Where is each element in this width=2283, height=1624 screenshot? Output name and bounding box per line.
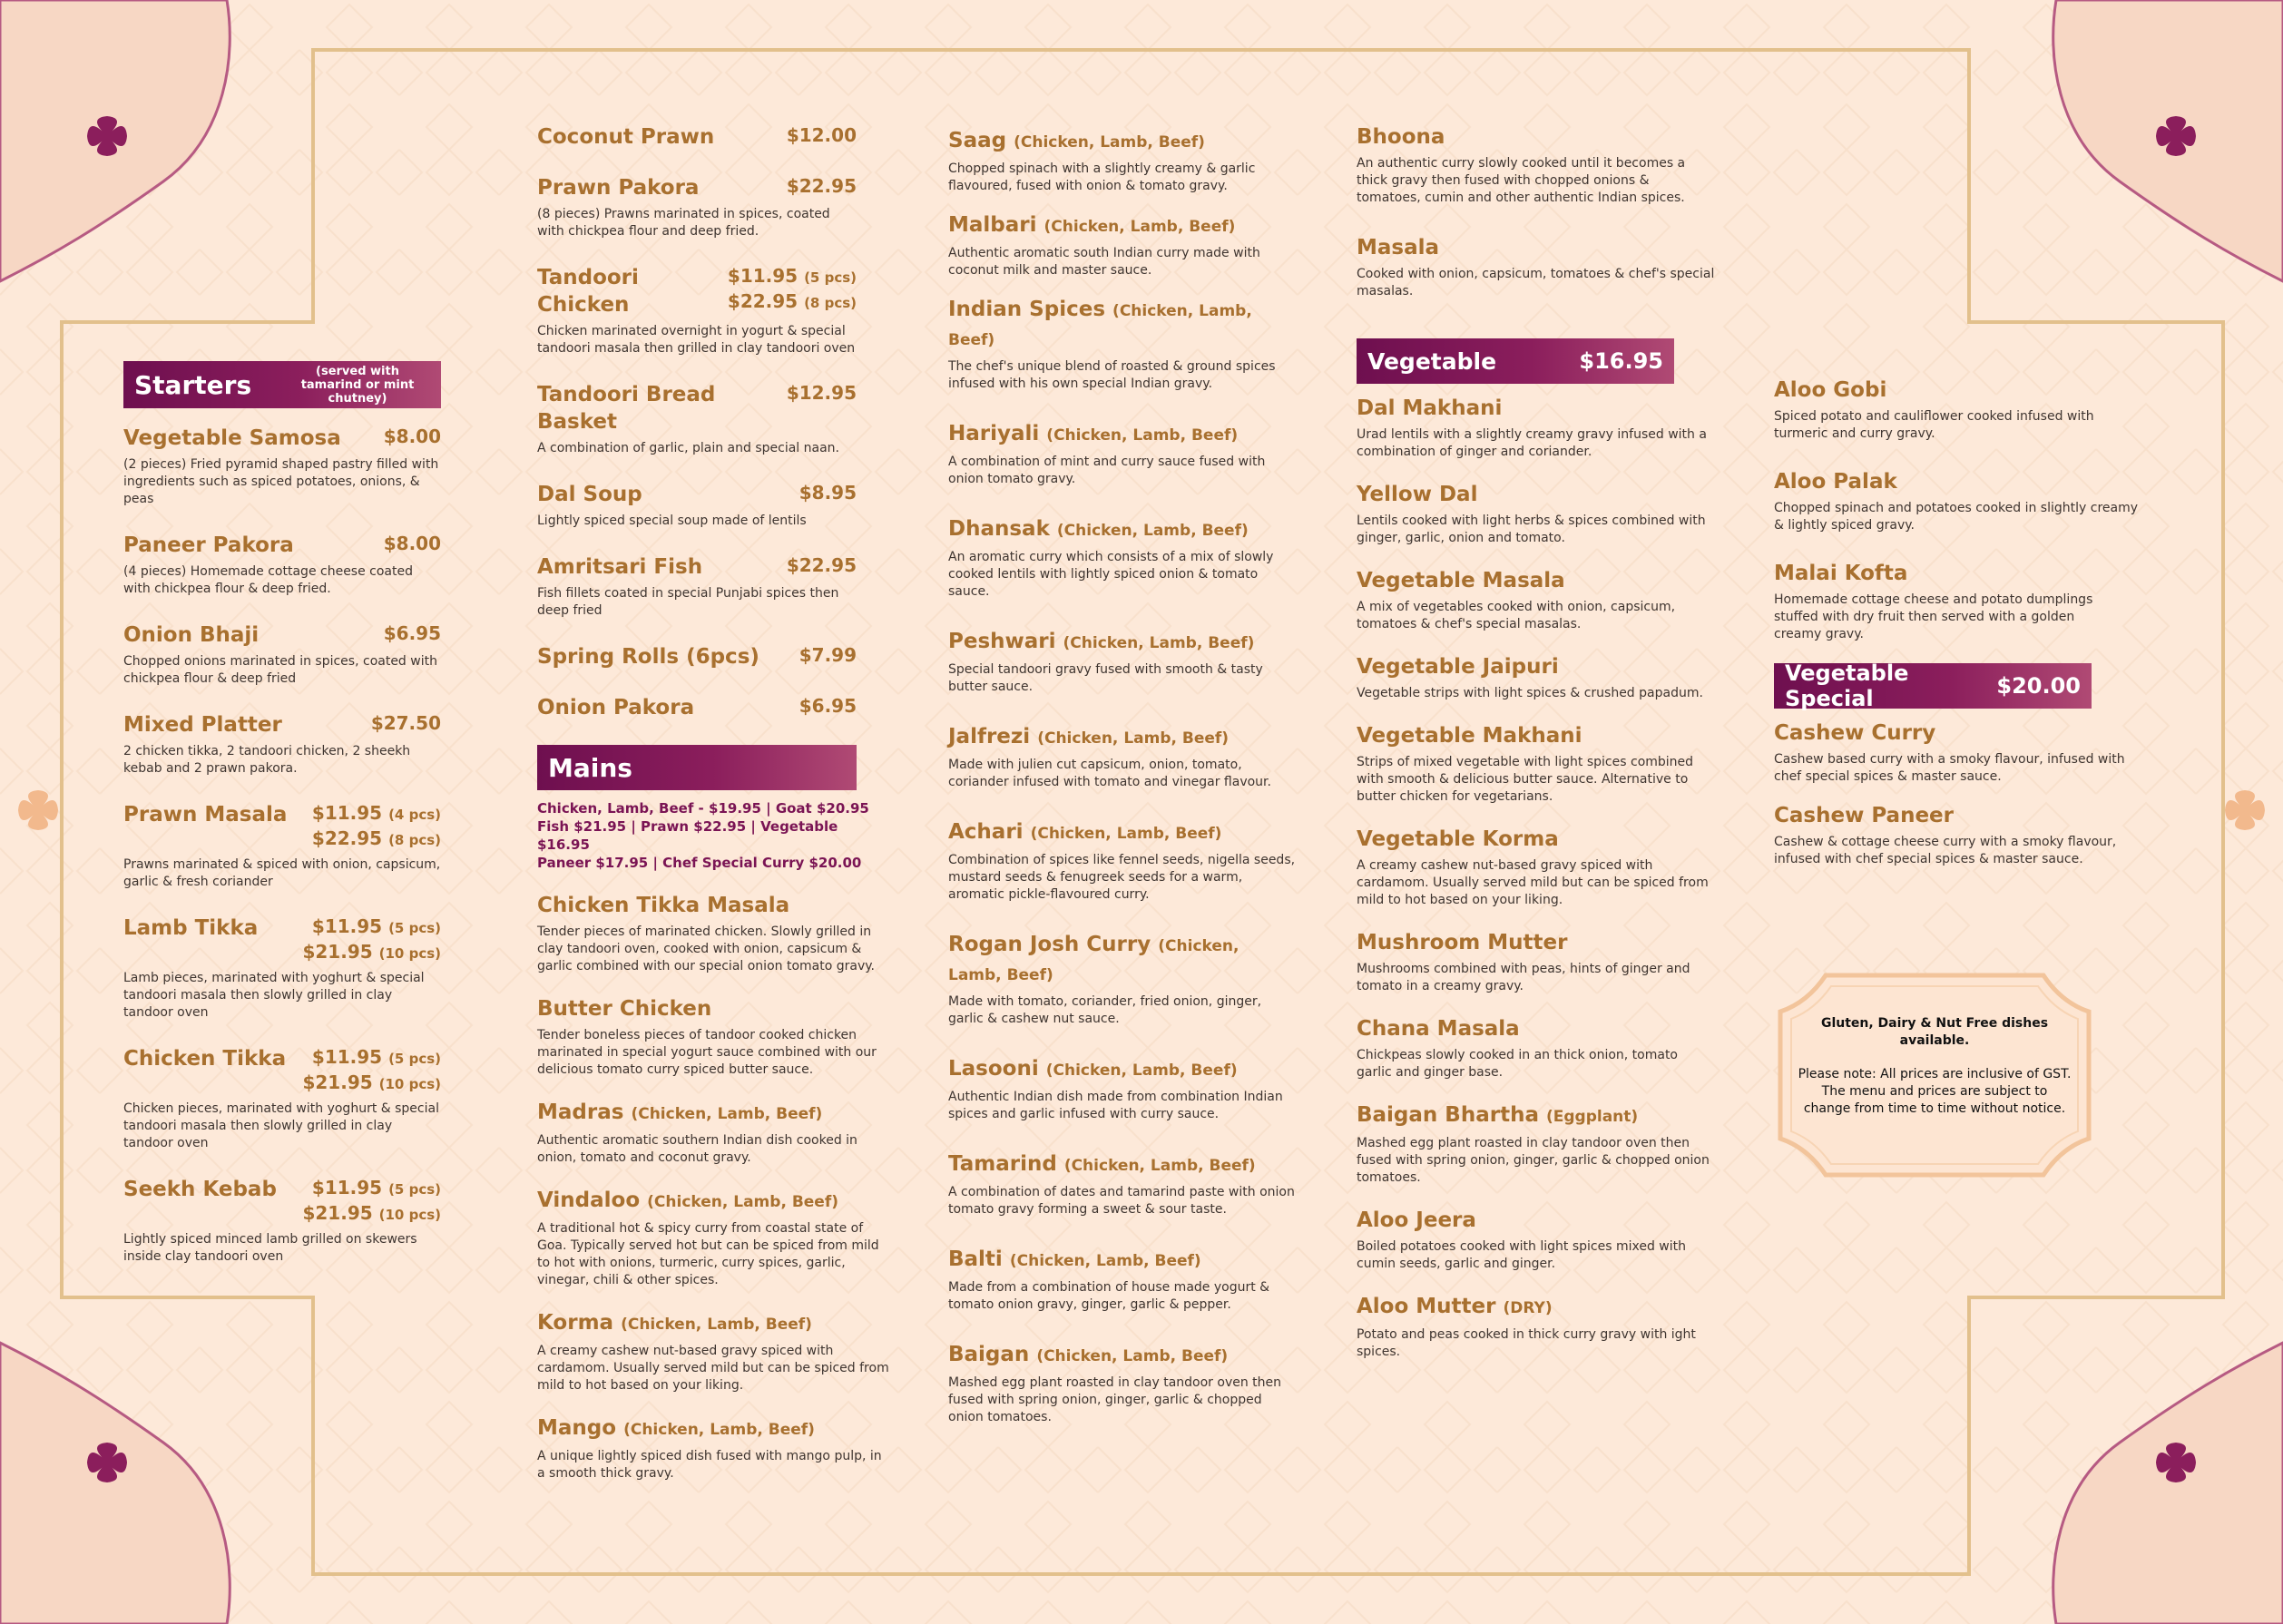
menu-item bbox=[123, 621, 441, 688]
item-description: Homemade cottage cheese and potato dumplings stuffed with dry fruit then served with a golden creamy gravy. bbox=[1774, 592, 2093, 641]
item-unit: (10 pcs) bbox=[378, 1076, 441, 1092]
item-name: Butter Chicken bbox=[537, 997, 712, 1021]
item-name: Rogan Josh Curry bbox=[948, 933, 1151, 956]
menu-item bbox=[948, 723, 1298, 791]
item-name: Baigan bbox=[948, 1343, 1030, 1366]
menu-item bbox=[948, 1055, 1298, 1123]
item-name: Lamb Tikka bbox=[123, 916, 259, 940]
starters-banner bbox=[123, 361, 441, 408]
menu-item bbox=[123, 915, 441, 1022]
menu-item bbox=[537, 1414, 891, 1482]
item-unit: (5 pcs) bbox=[804, 269, 857, 286]
item-name: Malai Kofta bbox=[1774, 562, 1908, 585]
item-name: Dal Soup bbox=[537, 483, 642, 506]
menu-item bbox=[1357, 826, 1715, 909]
item-protein-options: (Chicken, Lamb, Beef) bbox=[1014, 133, 1205, 152]
menu-item bbox=[1357, 653, 1715, 702]
menu-item bbox=[1357, 1293, 1715, 1361]
item-price: $11.95 bbox=[311, 802, 383, 824]
item-price: $8.95 bbox=[799, 482, 857, 504]
item-unit: (4 pcs) bbox=[388, 807, 441, 823]
item-name: Onion Pakora bbox=[537, 696, 695, 719]
item-protein-options: (Chicken, Lamb, Beef) bbox=[1009, 1252, 1201, 1270]
menu-item bbox=[1357, 1207, 1715, 1273]
item-name: Achari bbox=[948, 820, 1024, 844]
item-qualifier: (Eggplant) bbox=[1545, 1108, 1639, 1126]
menu-item bbox=[537, 694, 857, 721]
item-name: Vegetable Jaipuri bbox=[1357, 655, 1559, 679]
menu-item bbox=[537, 1187, 891, 1289]
item-description: Authentic aromatic south Indian curry made with coconut milk and master sauce. bbox=[948, 246, 1260, 278]
item-description: Made from a combination of house made yogurt & tomato onion gravy, ginger, garlic & pepper. bbox=[948, 1280, 1270, 1312]
item-name: Cashew Paneer bbox=[1774, 804, 1954, 827]
item-name: Onion Bhaji bbox=[123, 623, 260, 647]
item-name: Masala bbox=[1357, 236, 1440, 259]
dietary-notice: Gluten, Dairy & Nut Free dishes available. bbox=[1820, 1016, 2049, 1048]
item-name: Peshwari bbox=[948, 630, 1056, 653]
item-name: Prawn Masala bbox=[123, 803, 288, 827]
menu-item bbox=[948, 211, 1298, 279]
menu-item bbox=[537, 1099, 891, 1167]
menu-item bbox=[948, 628, 1298, 696]
item-price: $22.95 bbox=[311, 827, 383, 849]
starters-column bbox=[123, 361, 441, 1289]
item-description: Strips of mixed vegetable with light spices combined with smooth & delicious butter sauce. Alternative to butter chicken for vegetarians. bbox=[1357, 755, 1694, 804]
starters-note: (served with tamarind or mint chutney) bbox=[300, 364, 415, 406]
item-price: $6.95 bbox=[799, 695, 857, 717]
menu-item bbox=[948, 296, 1298, 393]
starters-title: Starters bbox=[134, 369, 252, 400]
item-name: Madras bbox=[537, 1101, 624, 1124]
item-name: Lasooni bbox=[948, 1057, 1039, 1081]
item-description: Chopped spinach and potatoes cooked in slightly creamy & lightly spiced gravy. bbox=[1774, 501, 2139, 533]
menu-item bbox=[1774, 468, 2146, 534]
item-price: $11.95 bbox=[311, 915, 383, 937]
price-notice: Please note: All prices are inclusive of GST. The menu and prices are subject to change from time to time without notice. bbox=[1798, 1067, 2072, 1116]
item-name: Mixed Platter bbox=[123, 713, 282, 737]
item-description: Chickpeas slowly cooked in an thick onion, tomato garlic and ginger base. bbox=[1357, 1048, 1678, 1080]
item-price: $11.95 bbox=[311, 1046, 383, 1068]
item-name: Mushroom Mutter bbox=[1357, 931, 1568, 954]
column-3 bbox=[948, 127, 1298, 1426]
menu-item bbox=[537, 381, 857, 457]
item-description: Cooked with onion, capsicum, tomatoes & chef's special masalas. bbox=[1357, 267, 1715, 298]
menu-item bbox=[537, 123, 857, 151]
item-description: Authentic aromatic southern Indian dish cooked in onion, tomato and coconut gravy. bbox=[537, 1133, 857, 1165]
item-unit: (10 pcs) bbox=[378, 1207, 441, 1223]
item-name: Tandoori Chicken bbox=[537, 266, 639, 317]
item-protein-options: (Chicken, Lamb, Beef) bbox=[1063, 1157, 1256, 1175]
menu-item bbox=[1357, 722, 1715, 806]
item-description: Spiced potato and cauliflower cooked infused with turmeric and curry gravy. bbox=[1774, 409, 2094, 441]
item-description: A traditional hot & spicy curry from coastal state of Goa. Typically served hot but can be spiced from mild to hot with onions, turmeric, curry spices, garlic, vinegar, chili & other spices. bbox=[537, 1221, 879, 1287]
mains-banner bbox=[537, 745, 857, 790]
item-name: Vegetable Makhani bbox=[1357, 724, 1582, 748]
item-description: A combination of garlic, plain and special naan. bbox=[537, 441, 839, 455]
item-price: $11.95 bbox=[727, 265, 799, 287]
item-price: $22.95 bbox=[786, 554, 857, 576]
item-description: Authentic Indian dish made from combination Indian spices and garlic infused with curry sauce. bbox=[948, 1090, 1283, 1121]
item-protein-options: (Chicken, Lamb, Beef) bbox=[623, 1421, 815, 1439]
menu-item bbox=[1774, 719, 2146, 786]
menu-item bbox=[1774, 560, 2101, 643]
item-price: $22.95 bbox=[786, 175, 857, 197]
item-name: Tamarind bbox=[948, 1152, 1057, 1176]
item-description: Mushrooms combined with peas, hints of ginger and tomato in a creamy gravy. bbox=[1357, 962, 1690, 993]
item-description: Tender pieces of marinated chicken. Slowly grilled in clay tandoori oven, cooked with onion, capsicum & garlic combined with our special onion tomato gravy. bbox=[537, 925, 875, 973]
item-protein-options: (Chicken, Lamb, Beef) bbox=[1044, 218, 1236, 236]
item-description: Fish fillets coated in special Punjabi spices then deep fried bbox=[537, 586, 839, 618]
item-name: Aloo Gobi bbox=[1774, 378, 1887, 402]
item-protein-options: (Chicken, Lamb, Beef) bbox=[1056, 522, 1249, 540]
item-name: Amritsari Fish bbox=[537, 555, 703, 579]
item-price: $12.00 bbox=[786, 124, 857, 146]
item-description: Lamb pieces, marinated with yoghurt & special tandoori masala then slowly grilled in clay tandoor oven bbox=[123, 971, 425, 1020]
item-description: Chopped onions marinated in spices, coated with chickpea flour & deep fried bbox=[123, 654, 437, 686]
menu-item bbox=[537, 1309, 891, 1394]
menu-item bbox=[1774, 377, 2146, 443]
item-protein-options: (Chicken, Lamb, Beef) bbox=[1036, 1347, 1229, 1365]
item-description: Prawns marinated & spiced with onion, capsicum, garlic & fresh coriander bbox=[123, 857, 441, 889]
vegetable-special-title: Vegetable Special bbox=[1785, 660, 1909, 711]
item-price: $8.00 bbox=[383, 426, 441, 447]
menu-item bbox=[948, 931, 1298, 1028]
item-protein-options: (Chicken, Lamb, Beef) bbox=[1045, 1061, 1238, 1080]
item-protein-options: (Chicken, Lamb, Beef) bbox=[1030, 825, 1222, 843]
item-unit: (5 pcs) bbox=[388, 1181, 441, 1198]
mains-title: Mains bbox=[548, 752, 632, 783]
item-name: Vindaloo bbox=[537, 1189, 641, 1212]
item-name: Jalfrezi bbox=[948, 725, 1031, 748]
item-name: Chana Masala bbox=[1357, 1017, 1520, 1041]
column-4 bbox=[1357, 123, 1715, 1361]
menu-item bbox=[1357, 567, 1715, 633]
item-description: Tender boneless pieces of tandoor cooked chicken marinated in special yogurt sauce combined with our delicious tomato curry spiced butter sauce. bbox=[537, 1028, 877, 1077]
item-name: Balti bbox=[948, 1247, 1003, 1271]
item-description: 2 chicken tikka, 2 tandoori chicken, 2 sheekh kebab and 2 prawn pakora. bbox=[123, 744, 411, 776]
item-protein-options: (Chicken, Lamb, Beef) bbox=[631, 1105, 823, 1123]
item-name: Tandoori Bread Basket bbox=[537, 383, 716, 434]
item-name: Coconut Prawn bbox=[537, 125, 715, 149]
item-description: (8 pieces) Prawns marinated in spices, coated with chickpea flour and deep fried. bbox=[537, 207, 830, 239]
item-protein-options: (Chicken, Lamb, Beef) bbox=[647, 1193, 838, 1211]
menu-item bbox=[537, 264, 857, 357]
item-name: Vegetable Masala bbox=[1357, 569, 1565, 592]
item-description: Vegetable strips with light spices & crushed papadum. bbox=[1357, 686, 1703, 700]
item-description: (2 pieces) Fried pyramid shaped pastry filled with ingredients such as spiced potatoes, onions, & peas bbox=[123, 457, 439, 506]
menu-item bbox=[123, 1176, 441, 1266]
item-protein-options: (Chicken, Lamb, Beef) bbox=[1046, 426, 1239, 445]
item-name: Bhoona bbox=[1357, 125, 1445, 149]
item-name: Seekh Kebab bbox=[123, 1178, 277, 1201]
menu-item bbox=[948, 1150, 1298, 1218]
item-protein-options: (Chicken, Lamb, Beef) bbox=[1063, 634, 1255, 652]
item-unit: (5 pcs) bbox=[388, 920, 441, 936]
vegetable-banner bbox=[1357, 338, 1674, 384]
column-5 bbox=[1774, 377, 2146, 868]
item-description: Made with julien cut capsicum, onion, tomato, coriander infused with tomato and vinegar flavour. bbox=[948, 758, 1271, 789]
menu-item bbox=[1357, 481, 1715, 547]
item-description: Chopped spinach with a slightly creamy & garlic flavoured, fused with onion & tomato gravy. bbox=[948, 161, 1256, 193]
item-description: Lightly spiced minced lamb grilled on skewers inside clay tandoori oven bbox=[123, 1232, 417, 1264]
item-price: $21.95 bbox=[302, 1071, 373, 1093]
menu-item bbox=[537, 892, 891, 975]
menu-item bbox=[1774, 802, 2146, 868]
item-description: The chef's unique blend of roasted & ground spices infused with his own special Indian gravy. bbox=[948, 359, 1276, 391]
item-protein-options: (Chicken, Lamb, Beef) bbox=[1037, 729, 1230, 748]
menu-item bbox=[537, 643, 857, 670]
item-name: Prawn Pakora bbox=[537, 176, 700, 200]
menu-item bbox=[537, 174, 857, 240]
item-description: Mashed egg plant roasted in clay tandoor oven then fused with spring onion, ginger, garlic & chopped onion tomatoes. bbox=[948, 1375, 1282, 1424]
item-description: (4 pieces) Homemade cottage cheese coated with chickpea flour & deep fried. bbox=[123, 564, 413, 596]
menu-item bbox=[948, 515, 1298, 601]
item-description: Special tandoori gravy fused with smooth & tasty butter sauce. bbox=[948, 662, 1263, 694]
item-name: Cashew Curry bbox=[1774, 721, 1936, 745]
item-description: Chicken pieces, marinated with yoghurt & special tandoori masala then slowly grilled in clay tandoor oven bbox=[123, 1101, 439, 1150]
item-name: Aloo Jeera bbox=[1357, 1208, 1476, 1232]
item-description: Lightly spiced special soup made of lentils bbox=[537, 514, 807, 528]
item-name: Baigan Bhartha bbox=[1357, 1103, 1539, 1127]
item-price: $21.95 bbox=[302, 941, 373, 963]
item-price: $21.95 bbox=[302, 1202, 373, 1224]
item-name: Hariyali bbox=[948, 422, 1040, 445]
item-name: Dal Makhani bbox=[1357, 396, 1503, 420]
menu-item bbox=[1357, 123, 1715, 207]
item-description: Boiled potatoes cooked with light spices mixed with cumin seeds, garlic and ginger. bbox=[1357, 1239, 1687, 1271]
item-description: Lentils cooked with light herbs & spices combined with ginger, garlic, onion and tomato. bbox=[1357, 514, 1706, 545]
menu-item bbox=[123, 532, 441, 598]
menu-item bbox=[537, 481, 857, 530]
menu-item bbox=[948, 127, 1298, 195]
item-name: Spring Rolls (6pcs) bbox=[537, 645, 759, 669]
item-description: Cashew & cottage cheese curry with a smoky flavour, infused with chef special spices & master sauce. bbox=[1774, 835, 2117, 866]
item-protein-options: (Chicken, Lamb, Beef) bbox=[948, 302, 1252, 349]
item-name: Chicken Tikka bbox=[123, 1047, 287, 1071]
item-price: $27.50 bbox=[370, 712, 441, 734]
item-name: Aloo Mutter bbox=[1357, 1295, 1496, 1318]
menu-item bbox=[948, 1246, 1298, 1314]
menu-item bbox=[1357, 1101, 1715, 1187]
menu-item bbox=[1357, 395, 1715, 461]
item-unit: (10 pcs) bbox=[378, 945, 441, 962]
menu-item bbox=[123, 1045, 441, 1152]
menu-item bbox=[948, 420, 1298, 488]
menu-item bbox=[948, 1341, 1298, 1426]
item-description: Combination of spices like fennel seeds, nigella seeds, mustard seeds & fenugreek seeds for a warm, aromatic pickle-flavoured curry. bbox=[948, 853, 1296, 902]
mains-price-list bbox=[537, 799, 891, 872]
column-2 bbox=[537, 123, 891, 1482]
item-description: Potato and peas cooked in thick curry gravy with ight spices. bbox=[1357, 1327, 1696, 1359]
item-unit: (5 pcs) bbox=[388, 1051, 441, 1067]
item-name: Dhansak bbox=[948, 517, 1050, 541]
item-price: $8.00 bbox=[383, 533, 441, 554]
item-name: Malbari bbox=[948, 213, 1037, 237]
item-unit: (8 pcs) bbox=[388, 832, 441, 848]
vegetable-special-banner bbox=[1774, 660, 2092, 711]
mains-price-line: Paneer $17.95 | Chef Special Curry $20.00 bbox=[537, 855, 862, 871]
item-name: Vegetable Korma bbox=[1357, 827, 1559, 851]
menu-item bbox=[1357, 234, 1715, 300]
vegetable-special-price: $20.00 bbox=[1996, 673, 2081, 699]
item-name: Yellow Dal bbox=[1357, 483, 1478, 506]
mains-price-line: Fish $21.95 | Prawn $22.95 | Vegetable $16.95 bbox=[537, 818, 838, 853]
notice-box bbox=[1771, 966, 2098, 1184]
item-unit: (8 pcs) bbox=[804, 295, 857, 311]
item-description: A combination of mint and curry sauce fused with onion tomato gravy. bbox=[948, 455, 1266, 486]
vegetable-title: Vegetable bbox=[1367, 347, 1497, 375]
menu-item bbox=[948, 818, 1298, 904]
item-description: Made with tomato, coriander, fried onion, ginger, garlic & cashew nut sauce. bbox=[948, 994, 1262, 1026]
item-price: $6.95 bbox=[383, 622, 441, 644]
item-description: Urad lentils with a slightly creamy gravy infused with a combination of ginger and coriander. bbox=[1357, 427, 1707, 459]
menu-item bbox=[537, 995, 891, 1079]
item-description: Cashew based curry with a smoky flavour, infused with chef special spices & master sauce. bbox=[1774, 752, 2125, 784]
menu-item bbox=[1357, 1015, 1715, 1081]
mains-price-line: Chicken, Lamb, Beef - $19.95 | Goat $20.95 bbox=[537, 800, 869, 817]
item-name: Paneer Pakora bbox=[123, 533, 294, 557]
item-name: Aloo Palak bbox=[1774, 470, 1897, 494]
menu-item bbox=[537, 553, 857, 620]
item-name: Vegetable Samosa bbox=[123, 426, 341, 450]
menu-item bbox=[123, 711, 441, 778]
item-description: A creamy cashew nut-based gravy spiced with cardamom. Usually served mild but can be spiced from mild to hot based on your liking. bbox=[537, 1344, 889, 1393]
item-price: $11.95 bbox=[311, 1177, 383, 1198]
item-description: An authentic curry slowly cooked until it becomes a thick gravy then fused with chopped onions & tomatoes, cumin and other authentic Indian spices. bbox=[1357, 156, 1686, 205]
menu-item bbox=[1357, 929, 1715, 995]
item-description: A unique lightly spiced dish fused with mango pulp, in a smooth thick gravy. bbox=[537, 1449, 882, 1481]
vegetable-price: $16.95 bbox=[1579, 348, 1663, 374]
item-description: Chicken marinated overnight in yogurt & special tandoori masala then grilled in clay tandoori oven bbox=[537, 324, 856, 356]
item-name: Indian Spices bbox=[948, 298, 1106, 321]
item-name: Chicken Tikka Masala bbox=[537, 894, 790, 917]
item-description: A creamy cashew nut-based gravy spiced with cardamom. Usually served mild but can be spiced from mild to hot based on your liking. bbox=[1357, 858, 1709, 907]
item-price: $7.99 bbox=[799, 644, 857, 666]
item-description: Mashed egg plant roasted in clay tandoor oven then fused with spring onion, ginger, garlic & chopped onion tomatoes. bbox=[1357, 1136, 1710, 1185]
item-qualifier: (DRY) bbox=[1503, 1299, 1553, 1317]
item-name: Korma bbox=[537, 1311, 614, 1335]
item-price: $22.95 bbox=[727, 290, 799, 312]
menu-item bbox=[123, 425, 441, 508]
item-name: Mango bbox=[537, 1416, 617, 1440]
item-price: $12.95 bbox=[786, 382, 857, 404]
menu-item bbox=[123, 801, 441, 891]
item-description: A combination of dates and tamarind paste with onion tomato gravy forming a sweet & sour taste. bbox=[948, 1185, 1295, 1217]
item-protein-options: (Chicken, Lamb, Beef) bbox=[621, 1316, 812, 1334]
item-protein-options: (Chicken, Lamb, Beef) bbox=[948, 937, 1239, 984]
item-description: A mix of vegetables cooked with onion, capsicum, tomatoes & chef's special masalas. bbox=[1357, 600, 1676, 631]
item-description: An aromatic curry which consists of a mix of slowly cooked lentils with lightly spiced onion & tomato sauce. bbox=[948, 550, 1274, 599]
item-name: Saag bbox=[948, 129, 1007, 152]
